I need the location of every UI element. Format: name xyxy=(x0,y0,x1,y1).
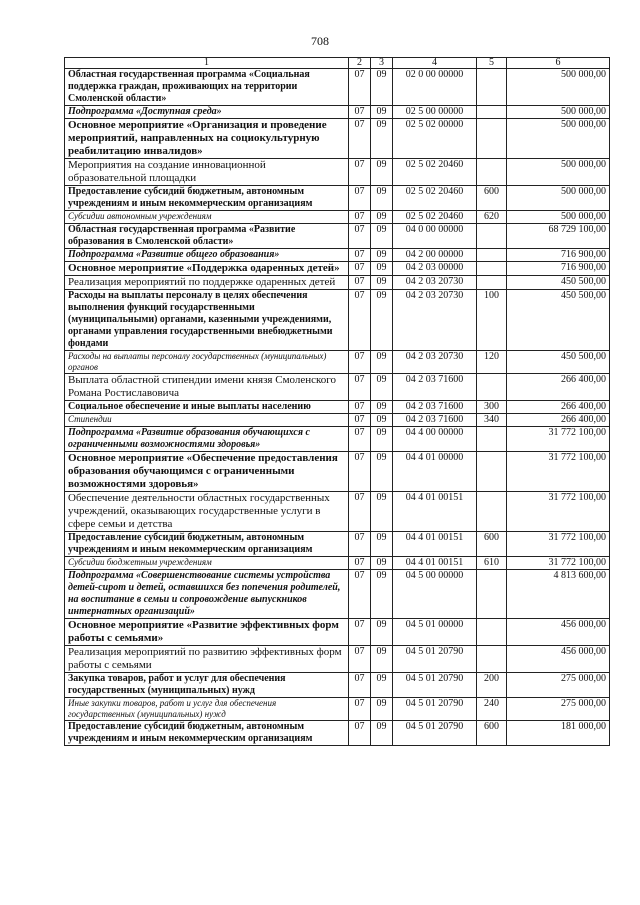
table-row xyxy=(65,401,610,414)
row-subsection: 09 xyxy=(371,401,393,414)
row-subsection: 09 xyxy=(371,557,393,570)
row-target-code: 04 5 01 20790 xyxy=(393,698,477,721)
row-target-code: 04 2 03 71600 xyxy=(393,374,477,401)
row-amount: 716 900,00 xyxy=(507,249,610,262)
row-expense-type: 600 xyxy=(477,186,507,211)
row-amount: 266 400,00 xyxy=(507,414,610,427)
row-name: Расходы на выплаты персоналу государственных (муниципальных) органов xyxy=(65,351,349,374)
row-expense-type xyxy=(477,374,507,401)
row-section: 07 xyxy=(349,414,371,427)
row-amount: 31 772 100,00 xyxy=(507,492,610,532)
row-subsection: 09 xyxy=(371,119,393,159)
row-expense-type xyxy=(477,276,507,290)
row-section: 07 xyxy=(349,159,371,186)
row-subsection: 09 xyxy=(371,646,393,673)
row-target-code: 02 5 02 20460 xyxy=(393,211,477,224)
row-section: 07 xyxy=(349,401,371,414)
row-name: Основное мероприятие «Поддержка одаренных детей» xyxy=(65,262,349,276)
table-row xyxy=(65,69,610,106)
row-section: 07 xyxy=(349,532,371,557)
row-expense-type xyxy=(477,69,507,106)
row-subsection: 09 xyxy=(371,159,393,186)
row-expense-type: 240 xyxy=(477,698,507,721)
row-section: 07 xyxy=(349,492,371,532)
row-target-code: 04 5 01 20790 xyxy=(393,721,477,746)
row-amount: 68 729 100,00 xyxy=(507,224,610,249)
row-section: 07 xyxy=(349,106,371,119)
row-amount: 450 500,00 xyxy=(507,290,610,351)
row-expense-type: 600 xyxy=(477,532,507,557)
row-amount: 4 813 600,00 xyxy=(507,570,610,619)
row-target-code: 04 2 03 00000 xyxy=(393,262,477,276)
row-expense-type: 120 xyxy=(477,351,507,374)
row-expense-type: 300 xyxy=(477,401,507,414)
row-subsection: 09 xyxy=(371,374,393,401)
row-name: Подпрограмма «Развитие общего образования» xyxy=(65,249,349,262)
row-target-code: 02 5 00 00000 xyxy=(393,106,477,119)
row-amount: 31 772 100,00 xyxy=(507,452,610,492)
row-subsection: 09 xyxy=(371,427,393,452)
row-section: 07 xyxy=(349,619,371,646)
row-target-code: 04 2 03 20730 xyxy=(393,351,477,374)
row-expense-type xyxy=(477,249,507,262)
row-expense-type xyxy=(477,646,507,673)
row-expense-type xyxy=(477,570,507,619)
row-name: Реализация мероприятий по развитию эффективных форм работы с семьями xyxy=(65,646,349,673)
row-expense-type xyxy=(477,159,507,186)
row-section: 07 xyxy=(349,119,371,159)
row-section: 07 xyxy=(349,570,371,619)
table-row xyxy=(65,351,610,374)
row-expense-type xyxy=(477,119,507,159)
row-name: Субсидии бюджетным учреждениям xyxy=(65,557,349,570)
row-subsection: 09 xyxy=(371,673,393,698)
row-target-code: 04 5 01 00000 xyxy=(393,619,477,646)
row-amount: 31 772 100,00 xyxy=(507,427,610,452)
row-amount: 500 000,00 xyxy=(507,186,610,211)
budget-table xyxy=(64,57,610,746)
table-row xyxy=(65,224,610,249)
page-number: 708 xyxy=(311,34,329,48)
row-section: 07 xyxy=(349,186,371,211)
row-subsection: 09 xyxy=(371,698,393,721)
row-name: Социальное обеспечение и иные выплаты населению xyxy=(65,401,349,414)
row-subsection: 09 xyxy=(371,262,393,276)
row-target-code: 04 4 00 00000 xyxy=(393,427,477,452)
table-row xyxy=(65,557,610,570)
row-name: Основное мероприятие «Организация и проведение мероприятий, направленных на социокультурную реабилитацию инвалидов» xyxy=(65,119,349,159)
row-expense-type xyxy=(477,106,507,119)
row-amount: 450 500,00 xyxy=(507,351,610,374)
table-row xyxy=(65,532,610,557)
table-row xyxy=(65,290,610,351)
table-row xyxy=(65,492,610,532)
row-name: Мероприятия на создание инновационной образовательной площадки xyxy=(65,159,349,186)
row-subsection: 09 xyxy=(371,721,393,746)
row-name: Основное мероприятие «Обеспечение предоставления образования обучающимся с ограниченными возможностями здоровья» xyxy=(65,452,349,492)
header-col-6: 6 xyxy=(507,58,610,69)
table-row xyxy=(65,262,610,276)
header-col-5: 5 xyxy=(477,58,507,69)
row-name: Субсидии автономным учреждениям xyxy=(65,211,349,224)
row-section: 07 xyxy=(349,224,371,249)
table-body xyxy=(65,69,610,746)
row-section: 07 xyxy=(349,557,371,570)
row-name: Предоставление субсидий бюджетным, автономным учреждениям и иным некоммерческим организациям xyxy=(65,721,349,746)
row-target-code: 04 2 03 20730 xyxy=(393,290,477,351)
row-amount: 716 900,00 xyxy=(507,262,610,276)
row-subsection: 09 xyxy=(371,186,393,211)
row-name: Областная государственная программа «Развитие образования в Смоленской области» xyxy=(65,224,349,249)
row-target-code: 04 5 01 20790 xyxy=(393,673,477,698)
row-target-code: 04 2 03 71600 xyxy=(393,401,477,414)
header-col-1: 1 xyxy=(65,58,349,69)
row-section: 07 xyxy=(349,646,371,673)
table-row xyxy=(65,646,610,673)
row-name: Предоставление субсидий бюджетным, автономным учреждениям и иным некоммерческим организациям xyxy=(65,186,349,211)
row-section: 07 xyxy=(349,698,371,721)
row-name: Основное мероприятие «Развитие эффективных форм работы с семьями» xyxy=(65,619,349,646)
row-target-code: 04 5 01 20790 xyxy=(393,646,477,673)
row-expense-type xyxy=(477,492,507,532)
table-row xyxy=(65,211,610,224)
row-target-code: 04 2 00 00000 xyxy=(393,249,477,262)
row-target-code: 04 2 03 20730 xyxy=(393,276,477,290)
row-amount: 500 000,00 xyxy=(507,69,610,106)
row-target-code: 02 0 00 00000 xyxy=(393,69,477,106)
row-amount: 31 772 100,00 xyxy=(507,557,610,570)
row-amount: 450 500,00 xyxy=(507,276,610,290)
row-subsection: 09 xyxy=(371,106,393,119)
row-subsection: 09 xyxy=(371,290,393,351)
row-target-code: 04 4 01 00151 xyxy=(393,557,477,570)
row-name: Стипендии xyxy=(65,414,349,427)
row-subsection: 09 xyxy=(371,224,393,249)
table-row xyxy=(65,619,610,646)
row-amount: 500 000,00 xyxy=(507,119,610,159)
row-amount: 181 000,00 xyxy=(507,721,610,746)
row-expense-type xyxy=(477,224,507,249)
table-row xyxy=(65,698,610,721)
row-amount: 500 000,00 xyxy=(507,159,610,186)
row-name: Иные закупки товаров, работ и услуг для обеспечения государственных (муниципальных) нужд xyxy=(65,698,349,721)
row-section: 07 xyxy=(349,211,371,224)
table-row xyxy=(65,414,610,427)
row-subsection: 09 xyxy=(371,452,393,492)
row-section: 07 xyxy=(349,427,371,452)
header-col-4: 4 xyxy=(393,58,477,69)
row-section: 07 xyxy=(349,249,371,262)
row-target-code: 04 4 01 00151 xyxy=(393,492,477,532)
row-subsection: 09 xyxy=(371,249,393,262)
table-row xyxy=(65,374,610,401)
row-amount: 275 000,00 xyxy=(507,673,610,698)
row-expense-type xyxy=(477,452,507,492)
row-name: Выплата областной стипендии имени князя Смоленского Романа Ростиславовича xyxy=(65,374,349,401)
table-row xyxy=(65,186,610,211)
row-expense-type xyxy=(477,262,507,276)
row-subsection: 09 xyxy=(371,492,393,532)
row-expense-type: 620 xyxy=(477,211,507,224)
table-header-row xyxy=(65,58,610,69)
row-subsection: 09 xyxy=(371,276,393,290)
row-amount: 500 000,00 xyxy=(507,211,610,224)
row-subsection: 09 xyxy=(371,351,393,374)
table-row xyxy=(65,159,610,186)
header-col-3: 3 xyxy=(371,58,393,69)
table-row xyxy=(65,721,610,746)
row-expense-type xyxy=(477,427,507,452)
row-target-code: 02 5 02 00000 xyxy=(393,119,477,159)
row-section: 07 xyxy=(349,721,371,746)
row-expense-type xyxy=(477,619,507,646)
row-expense-type: 610 xyxy=(477,557,507,570)
row-target-code: 04 4 01 00151 xyxy=(393,532,477,557)
table-row xyxy=(65,249,610,262)
row-target-code: 02 5 02 20460 xyxy=(393,159,477,186)
row-expense-type: 200 xyxy=(477,673,507,698)
row-amount: 456 000,00 xyxy=(507,646,610,673)
table-row xyxy=(65,570,610,619)
row-subsection: 09 xyxy=(371,619,393,646)
row-amount: 266 400,00 xyxy=(507,401,610,414)
row-name: Закупка товаров, работ и услуг для обеспечения государственных (муниципальных) нужд xyxy=(65,673,349,698)
row-subsection: 09 xyxy=(371,69,393,106)
table-row xyxy=(65,106,610,119)
row-target-code: 04 5 00 00000 xyxy=(393,570,477,619)
table-row xyxy=(65,276,610,290)
row-name: Расходы на выплаты персоналу в целях обеспечения выполнения функций государственными (муниципальными) органами, казенными учреждениями, органами управления государственными внебюджетными фондами xyxy=(65,290,349,351)
header-col-2: 2 xyxy=(349,58,371,69)
table-row xyxy=(65,452,610,492)
row-expense-type: 600 xyxy=(477,721,507,746)
row-target-code: 02 5 02 20460 xyxy=(393,186,477,211)
row-subsection: 09 xyxy=(371,532,393,557)
row-amount: 456 000,00 xyxy=(507,619,610,646)
row-expense-type: 340 xyxy=(477,414,507,427)
row-name: Подпрограмма «Совершенствование системы устройства детей-сирот и детей, оставшихся без попечения родителей, на воспитание в семьи и сопровождение выпускников интернатных организаций» xyxy=(65,570,349,619)
row-subsection: 09 xyxy=(371,570,393,619)
row-name: Областная государственная программа «Социальная поддержка граждан, проживающих на территории Смоленской области» xyxy=(65,69,349,106)
row-amount: 266 400,00 xyxy=(507,374,610,401)
table-row xyxy=(65,673,610,698)
row-target-code: 04 2 03 71600 xyxy=(393,414,477,427)
row-amount: 500 000,00 xyxy=(507,106,610,119)
row-section: 07 xyxy=(349,374,371,401)
table-row xyxy=(65,427,610,452)
row-name: Предоставление субсидий бюджетным, автономным учреждениям и иным некоммерческим организациям xyxy=(65,532,349,557)
row-subsection: 09 xyxy=(371,414,393,427)
row-name: Обеспечение деятельности областных государственных учреждений, оказывающих государственные услуги в сфере семьи и детства xyxy=(65,492,349,532)
row-section: 07 xyxy=(349,69,371,106)
row-section: 07 xyxy=(349,351,371,374)
row-target-code: 04 0 00 00000 xyxy=(393,224,477,249)
row-subsection: 09 xyxy=(371,211,393,224)
row-name: Подпрограмма «Развитие образования обучающихся с ограниченными возможностями здоровья» xyxy=(65,427,349,452)
row-section: 07 xyxy=(349,262,371,276)
row-name: Реализация мероприятий по поддержке одаренных детей xyxy=(65,276,349,290)
row-section: 07 xyxy=(349,452,371,492)
row-amount: 31 772 100,00 xyxy=(507,532,610,557)
row-target-code: 04 4 01 00000 xyxy=(393,452,477,492)
table-row xyxy=(65,119,610,159)
row-expense-type: 100 xyxy=(477,290,507,351)
row-name: Подпрограмма «Доступная среда» xyxy=(65,106,349,119)
row-section: 07 xyxy=(349,673,371,698)
row-amount: 275 000,00 xyxy=(507,698,610,721)
row-section: 07 xyxy=(349,290,371,351)
row-section: 07 xyxy=(349,276,371,290)
